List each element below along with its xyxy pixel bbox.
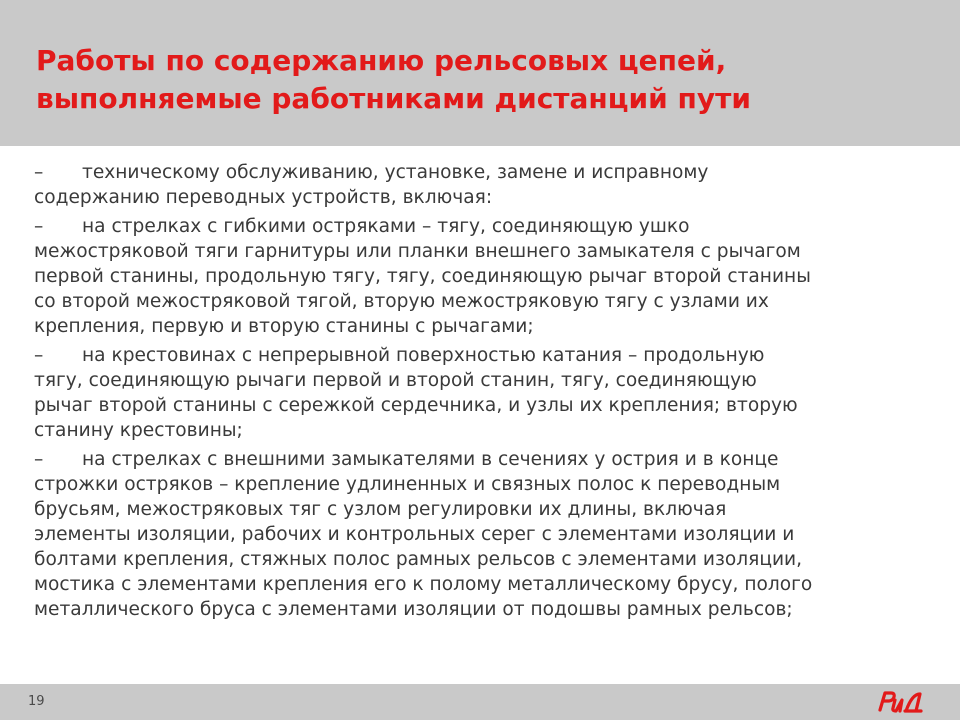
- list-item-text: станину крестовины;: [34, 420, 243, 441]
- list-item-text: содержанию переводных устройств, включая:: [34, 187, 493, 208]
- list-item-text: межостряковой тяги гарнитуры или планки внешнего замыкателя с рычагом: [34, 241, 801, 262]
- list-item-first-line: [34, 447, 924, 472]
- page-number: 19: [28, 694, 45, 709]
- list-item-first-line: [34, 160, 924, 185]
- list-item-text: металлического бруса с элементами изоляции от подошвы рамных рельсов;: [34, 599, 793, 620]
- list-item-first-line: [34, 343, 924, 368]
- list-item-text: техническому обслуживанию, установке, замене и исправному: [82, 162, 709, 183]
- list-item-text: на крестовинах с непрерывной поверхностью катания – продольную: [82, 345, 765, 366]
- list-item-text: на стрелках с внешними замыкателями в сечениях у острия и в конце: [82, 449, 779, 470]
- list-item: [34, 160, 924, 210]
- list-dash: –: [34, 162, 44, 183]
- list-item: [34, 447, 924, 622]
- title-band: [0, 0, 960, 146]
- list-item-first-line: [34, 214, 924, 239]
- list-item-text: тягу, соединяющую рычаги первой и второй станин, тягу, соединяющую: [34, 370, 757, 391]
- list-item-text: мостика с элементами крепления его к полому металлическому брусу, полого: [34, 574, 813, 595]
- list-dash: –: [34, 449, 44, 470]
- list-dash: –: [34, 345, 44, 366]
- list-item-text: рычаг второй станины с сережкой сердечника, и узлы их крепления; вторую: [34, 395, 798, 416]
- list-item: [34, 343, 924, 443]
- list-item-text: элементы изоляции, рабочих и контрольных серег с элементами изоляции и: [34, 524, 795, 545]
- list-item-text: болтами крепления, стяжных полос рамных рельсов с элементами изоляции,: [34, 549, 803, 570]
- rzd-logo-icon: [876, 684, 928, 716]
- slide-title: [36, 42, 936, 118]
- list-item-text: крепления, первую и вторую станины с рычагами;: [34, 316, 534, 337]
- footer-band: [0, 684, 960, 720]
- list-item-text: на стрелках с гибкими остряками – тягу, соединяющую ушко: [82, 216, 690, 237]
- list-item-text: строжки остряков – крепление удлиненных и связных полос к переводным: [34, 474, 781, 495]
- slide-body: [34, 160, 924, 626]
- list-item-text: первой станины, продольную тягу, тягу, соединяющую рычаг второй станины: [34, 266, 811, 287]
- list-item-text: брусьям, межостряковых тяг с узлом регулировки их длины, включая: [34, 499, 727, 520]
- list-item-text: со второй межостряковой тягой, вторую межостряковую тягу с узлами их: [34, 291, 769, 312]
- list-dash: –: [34, 216, 44, 237]
- list-item: [34, 214, 924, 339]
- slide-title-line: Работы по содержанию рельсовых цепей,: [36, 44, 727, 77]
- slide-title-line: выполняемые работниками дистанций пути: [36, 82, 751, 115]
